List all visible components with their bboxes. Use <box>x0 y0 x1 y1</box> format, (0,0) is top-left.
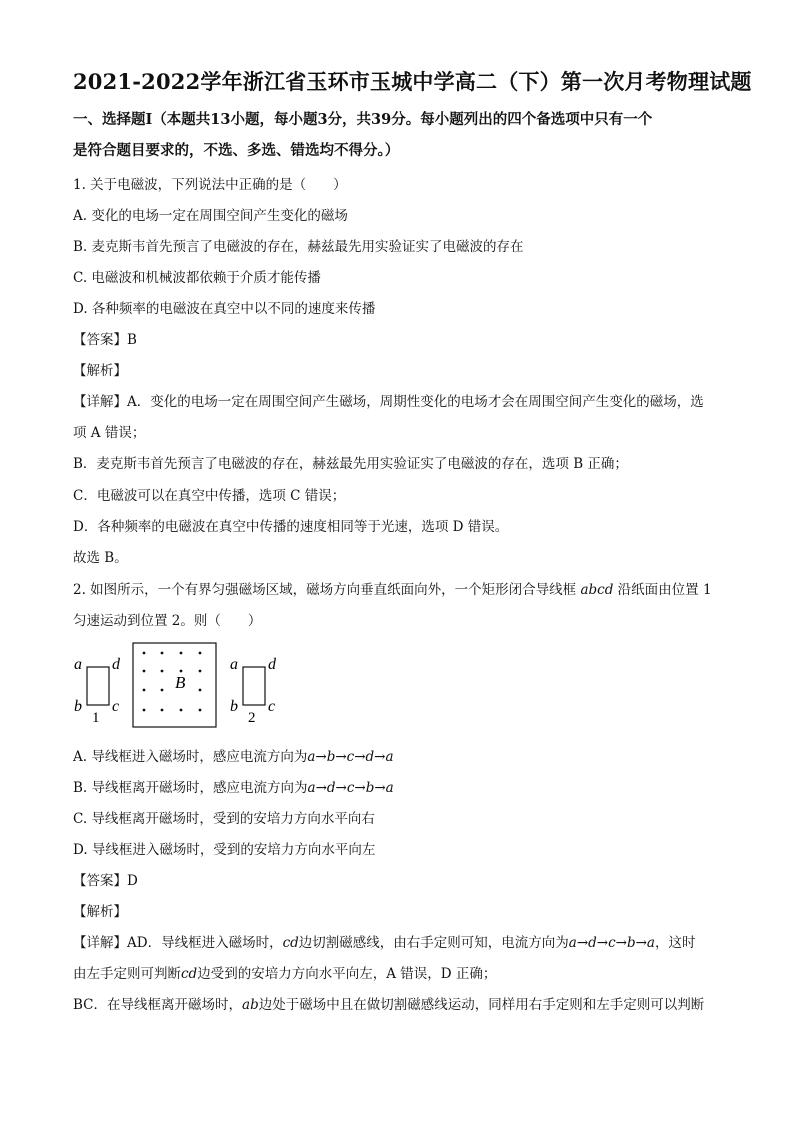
q2-option-b-path: a→d→c→b→a <box>307 780 394 796</box>
corner-label-b2: b <box>230 698 238 715</box>
q2-option-c: C. 导线框离开磁场时，受到的安培力方向水平向右 <box>73 811 375 827</box>
section-heading-line2: 是符合题目要求的，不选、多选、错选均不得分。） <box>73 142 400 159</box>
q2-stem-line1 <box>73 578 712 598</box>
q2-stem-tail: 沿纸面由位置 1 <box>617 582 712 598</box>
corner-label-d2: d <box>268 656 276 673</box>
q2-stem-text: 2. 如图所示，一个有界匀强磁场区域，磁场方向垂直纸面向外，一个矩形闭合导线框 <box>73 582 577 598</box>
q2-answer: 【答案】D <box>73 873 138 889</box>
corner-label-a2: a <box>230 656 238 673</box>
q2-option-d: D. 导线框进入磁场时，受到的安培力方向水平向左 <box>73 842 376 858</box>
q2-option-b <box>73 776 394 796</box>
q1-answer: 【答案】B <box>73 332 137 348</box>
q2-option-b-text: B. 导线框离开磁场时，感应电流方向为 <box>73 780 308 796</box>
q1-option-c: C. 电磁波和机械波都依赖于介质才能传播 <box>73 270 321 286</box>
q2-stem-variable: abcd <box>580 582 614 598</box>
corner-label-d1: d <box>112 656 120 673</box>
q2-detail-line3: BC．在导线框离开磁场时，ab边处于磁场中且在做切割磁感线运动，同样用右手定则和左手定则可以判断 <box>73 997 705 1013</box>
q1-detail-line: C．电磁波可以在真空中传播，选项 C 错误； <box>73 488 346 504</box>
magnetic-field-figure <box>72 640 287 730</box>
wire-frame-position-2 <box>243 667 265 705</box>
q2-stem-line2: 匀速运动到位置 2。则（ ） <box>73 613 262 629</box>
field-label-b: B <box>175 673 186 692</box>
q1-option-b: B. 麦克斯韦首先预言了电磁波的存在，赫兹最先用实验证实了电磁波的存在 <box>73 239 524 255</box>
corner-label-a1: a <box>74 656 82 673</box>
position-label-1: 1 <box>92 710 100 726</box>
q1-detail-line: 项 A 错误； <box>73 425 146 441</box>
page-title: 2021-2022学年浙江省玉环市玉城中学高二（下）第一次月考物理试题 <box>73 69 752 94</box>
q2-analysis-label: 【解析】 <box>73 904 127 920</box>
q1-conclusion: 故选 B。 <box>73 550 128 566</box>
q1-detail-line: D．各种频率的电磁波在真空中传播的速度相同等于光速，选项 D 错误。 <box>73 519 509 535</box>
corner-label-b1: b <box>74 698 82 715</box>
position-label-2: 2 <box>248 710 256 726</box>
corner-label-c2: c <box>268 698 276 715</box>
q1-detail-line: B．麦克斯韦首先预言了电磁波的存在，赫兹最先用实验证实了电磁波的存在，选项 B 正确； <box>73 456 628 472</box>
q1-option-a: A. 变化的电场一定在周围空间产生变化的磁场 <box>73 208 348 224</box>
corner-label-c1: c <box>112 698 120 715</box>
q2-option-a-path: a→b→c→d→a <box>307 749 394 765</box>
q2-option-a-text: A. 导线框进入磁场时，感应电流方向为 <box>73 749 308 765</box>
wire-frame-position-1 <box>87 667 109 705</box>
q1-stem: 1. 关于电磁波，下列说法中正确的是（ ） <box>73 177 347 193</box>
q1-option-d: D. 各种频率的电磁波在真空中以不同的速度来传播 <box>73 301 376 317</box>
q2-detail-line1: 【详解】AD．导线框进入磁场时，cd边切割磁感线，由右手定则可知，电流方向为a→d→c→b→a，这时 <box>73 935 696 951</box>
q2-detail-line2: 由左手定则可判断cd边受到的安培力方向水平向左，A 错误，D 正确； <box>73 966 497 982</box>
q2-option-a <box>73 745 394 765</box>
q1-detail-line: 【详解】A．变化的电场一定在周围空间产生磁场，周期性变化的电场才会在周围空间产生变化的磁场，选 <box>73 394 704 410</box>
section-heading-line1: 一、选择题Ⅰ（本题共13小题，每小题3分，共39分。每小题列出的四个备选项中只有一个 <box>73 111 653 128</box>
q1-analysis-label: 【解析】 <box>73 363 127 379</box>
field-dots <box>143 652 202 712</box>
